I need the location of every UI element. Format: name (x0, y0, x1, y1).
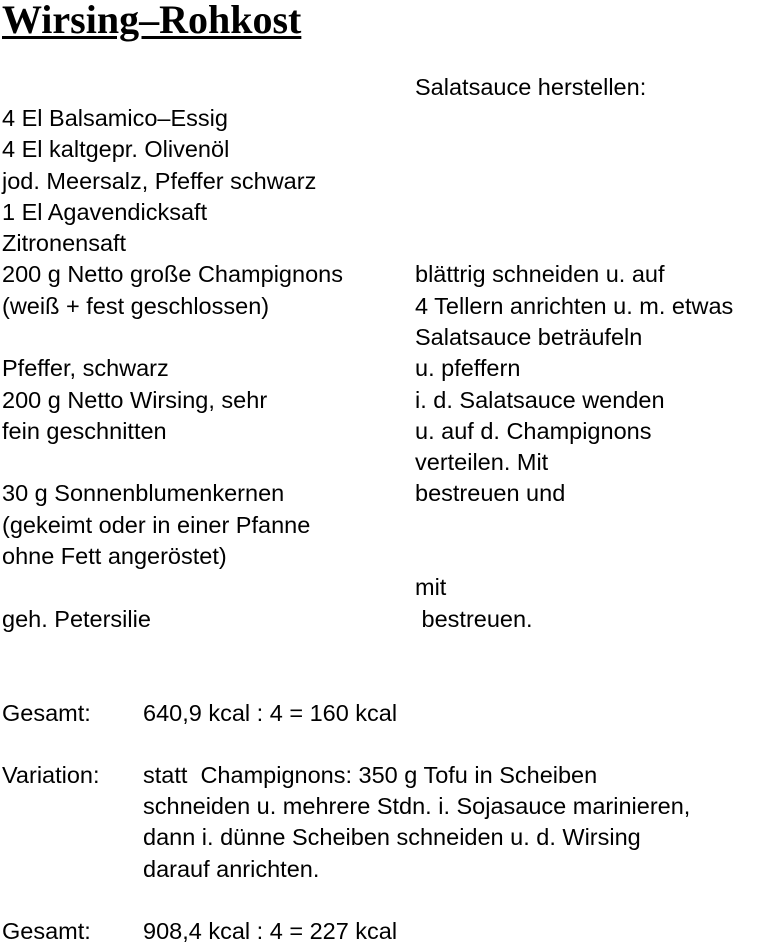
ingredient-line: jod. Meersalz, Pfeffer schwarz (2, 168, 317, 194)
variation-line: schneiden u. mehrere Stdn. i. Sojasauce marinieren, (143, 793, 691, 819)
variation-line: dann i. dünne Scheiben schneiden u. d. Wirsing (143, 824, 641, 850)
ingredient-line: ohne Fett angeröstet) (2, 543, 227, 569)
ingredient-line: 200 g Netto große Champignons (2, 261, 343, 287)
variation-label: Variation: (2, 762, 100, 788)
ingredient-line: Pfeffer, schwarz (2, 355, 169, 381)
total-label: Gesamt: (2, 918, 91, 944)
ingredient-line: geh. Petersilie (2, 606, 151, 632)
variation-line: statt Champignons: 350 g Tofu in Scheiben (143, 762, 598, 788)
total-label: Gesamt: (2, 700, 91, 726)
ingredient-line: (weiß + fest geschlossen) (2, 293, 270, 319)
instruction-line: bestreuen. (415, 606, 533, 632)
instruction-line: Salatsauce herstellen: (415, 74, 647, 100)
variation-line: darauf anrichten. (143, 856, 320, 882)
ingredient-line: 200 g Netto Wirsing, sehr (2, 387, 268, 413)
ingredient-line: fein geschnitten (2, 418, 167, 444)
instruction-line: blättrig schneiden u. auf (415, 261, 665, 287)
instruction-line: Salatsauce beträufeln (415, 324, 643, 350)
instruction-line: u. pfeffern (415, 355, 521, 381)
instruction-line: 4 Tellern anrichten u. m. etwas (415, 293, 734, 319)
ingredient-line: 1 El Agavendicksaft (2, 199, 208, 225)
instruction-line: mit (415, 574, 447, 600)
instruction-line: i. d. Salatsauce wenden (415, 387, 665, 413)
ingredient-line: (gekeimt oder in einer Pfanne (2, 512, 311, 538)
ingredient-line: Zitronensaft (2, 230, 127, 256)
total-value: 908,4 kcal : 4 = 227 kcal (143, 918, 398, 944)
recipe-title: Wirsing–Rohkost (2, 0, 302, 42)
ingredient-line: 4 El Balsamico–Essig (2, 105, 228, 131)
total-value: 640,9 kcal : 4 = 160 kcal (143, 700, 398, 726)
ingredient-line: 4 El kaltgepr. Olivenöl (2, 136, 230, 162)
ingredient-line: 30 g Sonnenblumenkernen (2, 480, 285, 506)
instruction-line: bestreuen und (415, 480, 566, 506)
instruction-line: u. auf d. Champignons (415, 418, 652, 444)
instruction-line: verteilen. Mit (415, 449, 549, 475)
